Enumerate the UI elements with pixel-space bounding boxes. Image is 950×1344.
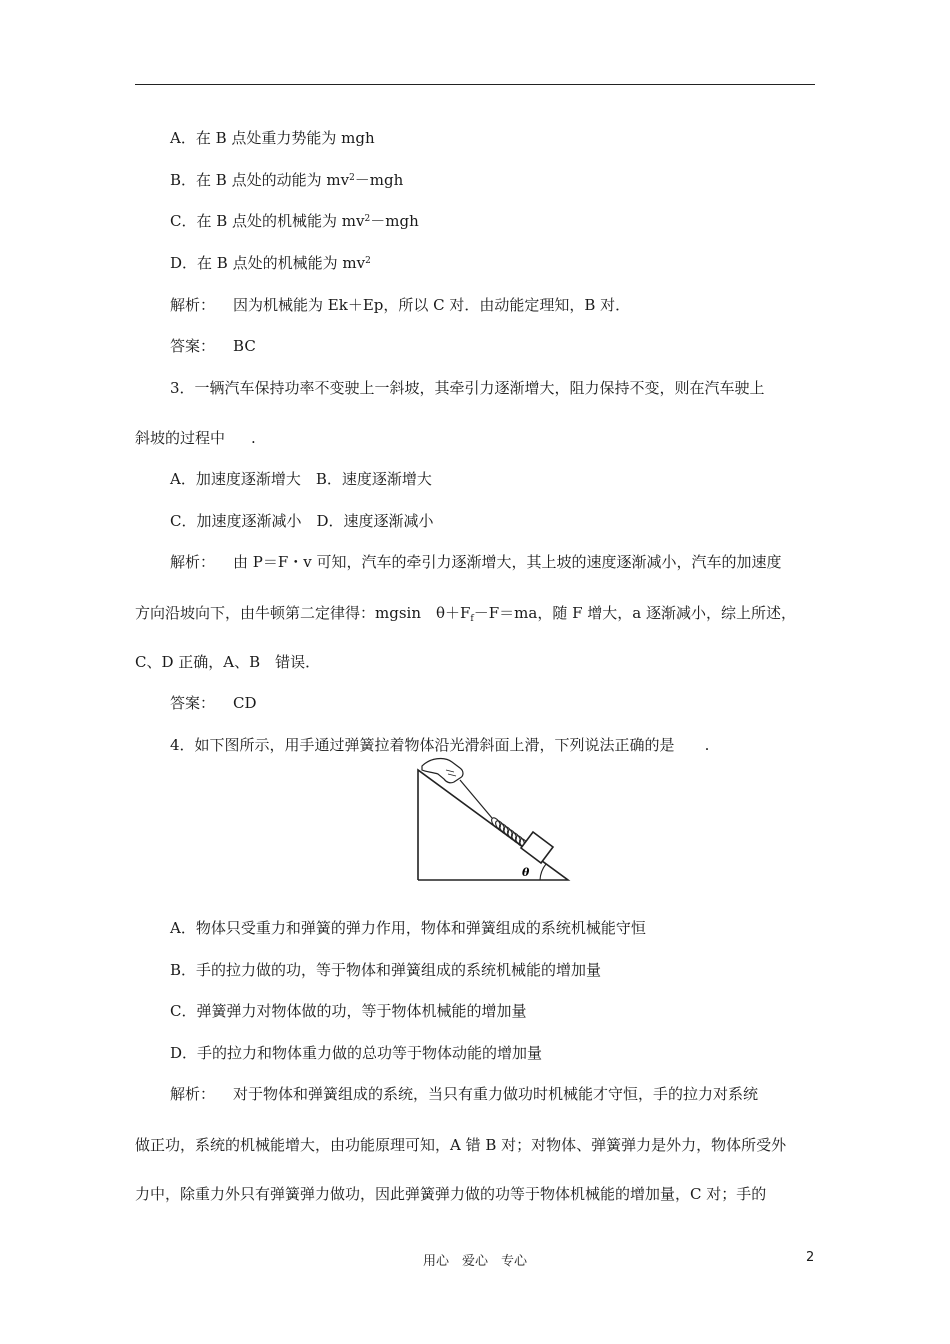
angle-label: θ: [522, 866, 530, 879]
q3-options-ab: A．加速度逐渐增大 B．速度逐渐增大: [170, 470, 432, 488]
q4-option-a: A．物体只受重力和弹簧的弹力作用，物体和弹簧组成的系统机械能守恒: [170, 919, 646, 937]
q3-answer: 答案： CD: [170, 694, 257, 712]
q2-option-d: D．在 B 点处的机械能为 $mv^2$: [170, 254, 371, 272]
analysis-label: 解析：: [170, 296, 216, 314]
q3-analysis-line3: C、D 正确，A、B 错误．: [135, 653, 321, 671]
q4-analysis-line2: 做正功，系统的机械能增大，由功能原理可知，A 错 B 对；对物体、弹簧弹力是外力，物体所受外: [135, 1136, 787, 1154]
incline-spring-figure: [400, 752, 572, 884]
q2-answer: 答案： BC: [170, 337, 256, 355]
answer-label: 答案：: [170, 694, 216, 712]
q2-option-c: C．在 B 点处的机械能为 $mv^2-mgh$: [170, 212, 419, 230]
q4-option-c: C．弹簧弹力对物体做的功，等于物体机械能的增加量: [170, 1002, 527, 1020]
answer-label: 答案：: [170, 337, 216, 355]
q2-option-b: B．在 B 点处的动能为 $mv^2-mgh$: [170, 171, 404, 189]
q4-stem: 4．如下图所示，用手通过弹簧拉着物体沿光滑斜面上滑，下列说法正确的是 .: [170, 736, 710, 754]
angle-arc: [540, 864, 546, 880]
q2-option-a: A．在 B 点处重力势能为 mgh: [170, 129, 375, 147]
analysis-label: 解析：: [170, 1085, 216, 1103]
footer-motto: 用心 爱心 专心: [422, 1254, 527, 1269]
q4-analysis-line3: 力中，除重力外只有弹簧弹力做功，因此弹簧弹力做的功等于物体机械能的增加量，C 对；手的: [135, 1185, 767, 1203]
q3-analysis-line2: 方向沿坡向下，由牛顿第二定律得：mgsin $\theta+F_f-F=ma$，随 F 增大，a 逐渐减小，综上所述，: [135, 604, 796, 624]
page-number: 2: [806, 1250, 815, 1265]
header-rule: [135, 84, 815, 85]
q2-analysis: 解析： 因为机械能为 Ek＋Ep，所以 C 对．由动能定理知，B 对．: [170, 296, 631, 314]
analysis-label: 解析：: [170, 553, 216, 571]
q3-stem-line1: 3．一辆汽车保持功率不变驶上一斜坡，其牵引力逐渐增大，阻力保持不变，则在汽车驶上: [170, 379, 765, 397]
q4-analysis-line1: 解析： 对于物体和弹簧组成的系统，当只有重力做功时机械能才守恒，手的拉力对系统: [170, 1085, 759, 1103]
hand-icon: [422, 759, 463, 783]
q3-options-cd: C．加速度逐渐减小 D．速度逐渐减小: [170, 512, 434, 530]
block: [521, 832, 553, 863]
q3-analysis-line1: 解析： 由 P＝F・v 可知，汽车的牵引力逐渐增大，其上坡的速度逐渐减小，汽车的加速度: [170, 553, 782, 571]
q4-option-d: D．手的拉力和物体重力做的总功等于物体动能的增加量: [170, 1044, 543, 1062]
q3-stem-line2: 斜坡的过程中 .: [135, 429, 256, 447]
q4-option-b: B．手的拉力做的功，等于物体和弹簧组成的系统机械能的增加量: [170, 961, 602, 979]
